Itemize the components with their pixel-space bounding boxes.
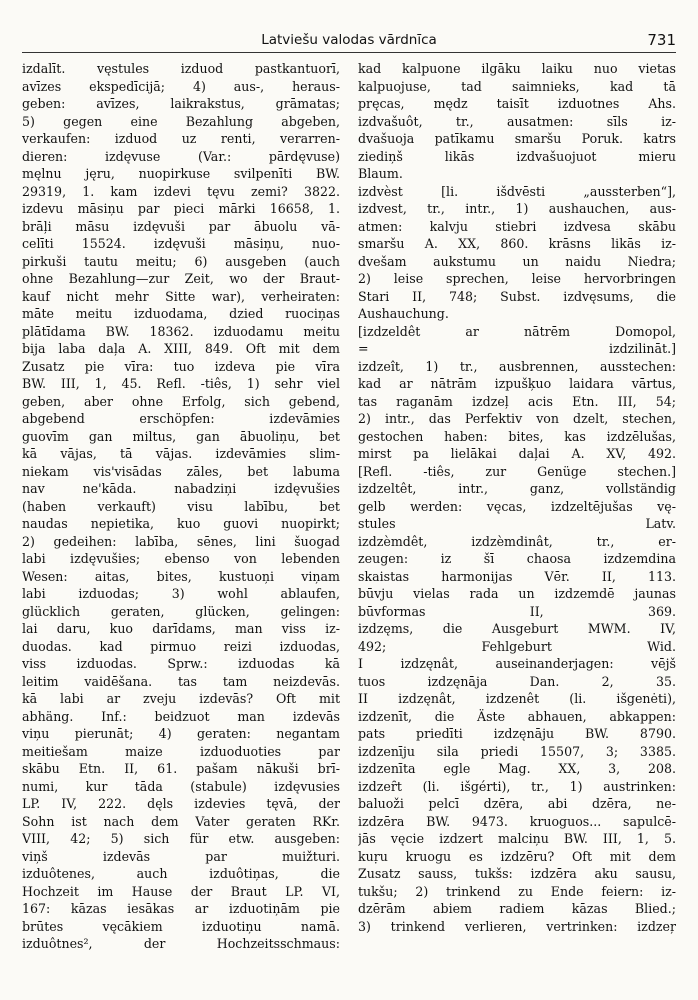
right-column — [358, 60, 676, 935]
page-number: 731 — [647, 31, 676, 49]
text-line: Zusatz sauss, tukšs: izdzēra aku sausu, — [358, 866, 676, 881]
text-line: izdzenīta egle Mag. XX, 3, 208. — [358, 761, 676, 776]
text-line: Blaum. — [358, 166, 403, 181]
text-line: izdalīt. vęstules izduod pastkantuorī, — [22, 61, 340, 76]
text-line: dieren: izdęvuse (Var.: pārdęvuse) — [22, 148, 340, 164]
text-line: izdzęms, die Ausgeburt MWM. IV, — [358, 621, 676, 636]
text-line: tas raganām izdzeļ acis Etn. III, 54; — [358, 393, 676, 409]
text-line: geben: avīzes, laikrakstus, grāmatas; — [22, 96, 340, 111]
text-line: naudas nepietika, kuo guovi nuopirkt; — [22, 516, 340, 531]
text-line: meitiešam maize izduoduoties par — [22, 743, 340, 759]
text-line: kuṛu kruogu es izdzēru? Oft mit dem — [358, 848, 676, 864]
text-line: viņu pierunāt; 4) geraten: negantam — [22, 726, 340, 741]
text-line: pręcas, mędz taisīt izduotnes Ahs. — [358, 96, 676, 111]
text-line: guovīm gan miltus, gan ābuoliņu, bet — [22, 428, 340, 444]
text-line: māte meitu izduodama, dzied ruociņas — [22, 306, 340, 321]
text-line: izdvašuôt, tr., ausatmen: sīls iz- — [358, 113, 676, 129]
text-line: dvašuoja patīkamu smaršu Poruk. katrs — [358, 131, 676, 146]
text-line: viņš izdevās par muižturi. — [22, 848, 340, 864]
text-line: izdvest, tr., intr., 1) aushauchen, aus- — [358, 201, 676, 216]
text-line: nav ne'kāda. nabadziņi izdęvušies — [22, 481, 340, 496]
text-line: baluoži pelcī dzēra, abi dzēra, ne- — [358, 796, 676, 811]
text-line: VIII, 42; 5) sich für etw. ausgeben: — [22, 831, 340, 846]
text-line: Sohn ist nach dem Vater geraten RKr. — [22, 813, 340, 829]
text-line: numi, kur tāda (stabule) izdęvusies — [22, 778, 340, 794]
text-line: gestochen haben: bites, kas izdzēlušas, — [358, 428, 676, 444]
text-line: tuos izdzęnāja Dan. 2, 35. — [358, 673, 676, 689]
text-line: avīzes ekspedīcijā; 4) aus-, heraus- — [22, 78, 340, 94]
text-line: 2) intr., das Perfektiv von dzelt, stechen, — [358, 411, 676, 426]
text-line: kalpuojuse, tad saimnieks, kad tā — [358, 78, 676, 94]
text-line: skābu Etn. II, 61. pašam nākuši brī- — [22, 761, 340, 776]
text-line: izdzenīt, die Äste abhauen, abkappen: — [358, 708, 676, 724]
text-line: izdzeltêt, intr., ganz, vollständig — [358, 481, 676, 496]
text-line: niekam vis'visādas zāles, bet labuma — [22, 463, 340, 479]
text-line: kā vājas, tā vājas. izdevāmies slim- — [22, 446, 340, 461]
text-line: kā labi ar zveju izdevās? Oft mit — [22, 691, 340, 706]
text-line: izdzeȓt (li. išgérti), tr., 1) austrinken: — [358, 778, 676, 794]
text-line: 2) leise sprechen, leise hervorbringen — [358, 271, 676, 286]
text-line: brūtes vęcākiem izduotiņu namā. — [22, 918, 340, 934]
text-line: Hochzeit im Hause der Braut LP. VI, — [22, 883, 340, 899]
text-line: mirst pa lielākai daļai A. XV, 492. — [358, 446, 676, 461]
text-line: Zusatz pie vīra: tuo izdeva pie vīra — [22, 358, 340, 374]
text-line: geben, aber ohne Erfolg, sich gebend, — [22, 393, 340, 409]
text-line: abhäng. Inf.: beidzuot man izdevās — [22, 708, 340, 724]
text-line: kad kalpuone ilgāku laiku nuo vietas — [358, 61, 676, 76]
text-line: kauf nicht mehr Sitte war), verheiraten: — [22, 288, 340, 304]
text-line: plātīdama BW. 18362. izduodamu meitu — [22, 323, 340, 339]
text-line: viss izduodas. Sprw.: izduodas kā — [22, 656, 340, 671]
text-line: 29319, 1. kam izdevi tęvu zemi? 3822. — [22, 183, 340, 199]
text-line: [Refl. -tiês, zur Genüge stechen.] — [358, 463, 676, 479]
text-line: būvformas II, 369. — [358, 603, 676, 619]
text-line: (haben verkauft) visu labību, bet — [22, 498, 340, 514]
text-line: atmen: kalvju stiebri izdvesa skābu — [358, 218, 676, 234]
text-line: izdzeît, 1) tr., ausbrennen, ausstechen: — [358, 358, 676, 374]
text-line: stules Latv. — [358, 516, 676, 531]
running-title: Latviešu valodas vārdnīca — [261, 32, 437, 48]
text-line: celīti 15524. izdęvuši māsiņu, nuo- — [22, 236, 340, 251]
text-line: pirkuši tautu meitu; 6) ausgeben (auch — [22, 253, 340, 269]
text-line: [izdzeldêt ar nātrēm Domopol, — [358, 323, 676, 339]
text-line: smaršu A. XX, 860. krāsns likās iz- — [358, 236, 676, 251]
text-line: BW. III, 1, 45. Refl. -tiês, 1) sehr viel — [22, 376, 340, 391]
text-line: 5) gegen eine Bezahlung abgeben, — [22, 113, 340, 129]
text-line: Stari II, 748; Subst. izdvęsums, die — [358, 288, 676, 304]
text-line: I izdzęnât, auseinanderjagen: vējš — [358, 656, 676, 671]
text-line: izdevu māsiņu par pieci mārki 16658, 1. — [22, 201, 340, 216]
text-line: 2) gedeihen: labība, sēnes, lini šuogad — [22, 533, 340, 549]
text-line: dvešam aukstumu un naidu Niedra; — [358, 253, 676, 269]
text-line: Wesen: aitas, bites, kustuoņi viņam — [22, 568, 340, 584]
text-line: skaistas harmonijas Vēr. II, 113. — [358, 568, 676, 584]
text-line: izdzenīju sila priedi 15507, 3; 3385. — [358, 743, 676, 759]
text-line: duodas. kad pirmuo reizi izduodas, — [22, 638, 340, 654]
text-line: pats priedīti izdzęnāju BW. 8790. — [358, 726, 676, 741]
text-line: tukšu; 2) trinkend zu Ende feiern: iz- — [358, 883, 676, 899]
text-line: abgebend erschöpfen: izdevāmies — [22, 411, 340, 426]
text-line: lai daru, kuo darīdams, man viss iz- — [22, 621, 340, 636]
text-line: leitim vaidēšana. tas tam neizdevās. — [22, 673, 340, 689]
text-line: zeugen: iz šī chaosa izdzemdina — [358, 551, 676, 566]
page-header — [22, 30, 676, 53]
text-line: męlnu jęru, nuopirkuse svilpenīti BW. — [22, 166, 340, 181]
text-line: 3) trinkend verlieren, vertrinken: izdzeŗ — [358, 918, 676, 934]
text-line: ohne Bezahlung—zur Zeit, wo der Braut- — [22, 271, 340, 286]
text-line: izdzèmdêt, izdzèmdinât, tr., er- — [358, 533, 676, 549]
text-line: = izdzilināt.] — [358, 341, 676, 356]
text-line: verkaufen: izduod uz renti, verarren- — [22, 131, 340, 146]
text-line: glücklich geraten, glücken, gelingen: — [22, 603, 340, 619]
text-line: LP. IV, 222. dęls izdevies tęvā, der — [22, 796, 340, 811]
left-column — [22, 60, 340, 953]
text-line: brāļi māsu izdęvuši par ābuolu vā- — [22, 218, 340, 234]
text-line: II izdzęnât, izdzenêt (li. išgenėti), — [358, 691, 676, 706]
text-line: jās vęcie izdzert malciņu BW. III, 1, 5. — [358, 831, 676, 846]
text-line: ziediņš likās izdvašuojuot mieru — [358, 148, 676, 164]
text-line: labi izduodas; 3) wohl ablaufen, — [22, 586, 340, 601]
text-line: izdvèst [li. išdvēsti „aussterben“], — [358, 183, 676, 199]
text-line: gelb werden: vęcas, izdzeltējušas vę- — [358, 498, 676, 514]
text-line: izduôtnes², der Hochzeitsschmaus: — [22, 936, 340, 951]
text-line: izdzēra BW. 9473. kruoguos... sapulcē- — [358, 813, 676, 829]
text-line: Aushauchung. — [358, 306, 449, 321]
text-line: kad ar nātrām izpušķuo laidara vārtus, — [358, 376, 676, 391]
text-line: dzērām abiem radiem kāzas Blied.; — [358, 901, 676, 916]
text-line: labi izdęvušies; ebenso von lebenden — [22, 551, 340, 566]
text-line: 167: kāzas iesākas ar izduotiņām pie — [22, 901, 340, 916]
text-line: būvju vielas rada un izdzemdē jaunas — [358, 586, 676, 601]
text-line: izduôtenes, auch izduôtiņas, die — [22, 866, 340, 881]
text-line: 492; Fehlgeburt Wid. — [358, 638, 676, 654]
text-line: bija laba daļa A. XIII, 849. Oft mit dem — [22, 341, 340, 356]
